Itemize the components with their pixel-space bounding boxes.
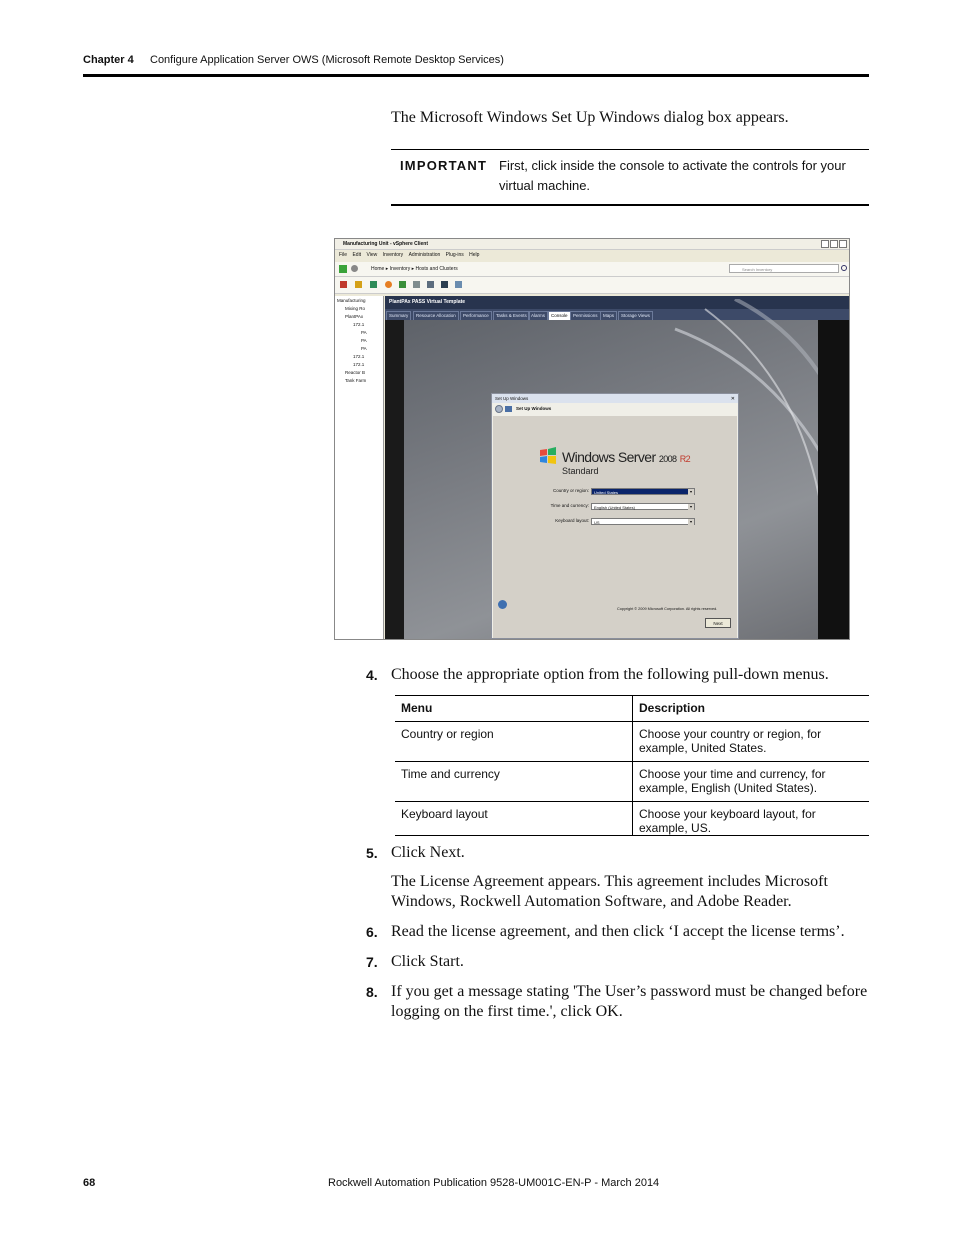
- country-label: Country or region:: [552, 488, 589, 493]
- setup-icon: [505, 406, 512, 412]
- step-number: 8.: [366, 984, 378, 1000]
- table-row: [395, 802, 869, 836]
- tree-item[interactable]: Manufacturing: [337, 298, 366, 303]
- tab-storage-views[interactable]: Storage Views: [618, 311, 653, 321]
- keyboard-select[interactable]: [591, 518, 695, 525]
- brand-r2: R2: [679, 454, 691, 464]
- window-titlebar: [335, 239, 849, 250]
- menu-view[interactable]: View: [366, 252, 378, 258]
- step-text: If you get a message stating 'The User’s password must be changed before logging on the first time.', click OK.: [391, 983, 868, 1020]
- chapter-title: Configure Application Server OWS (Microsoft Remote Desktop Services): [150, 54, 504, 66]
- step-number: 7.: [366, 954, 378, 970]
- step-text: Choose the appropriate option from the following pull-down menus.: [391, 666, 829, 683]
- table-header-row: [395, 696, 869, 722]
- chapter-label: Chapter 4: [83, 54, 134, 66]
- dialog-back-icon[interactable]: [495, 405, 503, 413]
- cell-menu: Time and currency: [395, 762, 633, 802]
- tree-item[interactable]: PA: [361, 346, 367, 351]
- chevron-down-icon[interactable]: ▾: [689, 519, 692, 524]
- dialog-body: [493, 416, 737, 638]
- page-number: 68: [83, 1177, 96, 1189]
- breadcrumb-hosts[interactable]: Hosts and Clusters: [415, 266, 458, 272]
- country-select[interactable]: [591, 488, 695, 495]
- menu-help[interactable]: Help: [469, 252, 480, 258]
- header-menu: Menu: [395, 696, 633, 722]
- search-input[interactable]: Search Inventory: [729, 264, 839, 273]
- publication-info: Rockwell Automation Publication 9528-UM001C-EN-P - March 2014: [328, 1177, 660, 1189]
- tree-item[interactable]: 172.1: [353, 362, 365, 367]
- step-number: 5.: [366, 845, 378, 861]
- console-icon[interactable]: [441, 281, 448, 288]
- breadcrumb-home[interactable]: Home: [371, 266, 385, 272]
- tree-item[interactable]: PA: [361, 338, 367, 343]
- time-currency-select[interactable]: [591, 503, 695, 510]
- brand-version: 2008: [658, 454, 677, 464]
- nav-bar: [335, 262, 849, 277]
- minimize-icon[interactable]: [821, 240, 829, 248]
- settings-icon[interactable]: [455, 281, 462, 288]
- chevron-down-icon[interactable]: ▾: [689, 504, 692, 509]
- dialog-nav: [492, 403, 738, 415]
- vm-title-bar: PlantPAx PASS Virtual Template: [385, 296, 849, 309]
- set-up-windows-dialog: [491, 393, 739, 639]
- step-text: Click Start.: [391, 953, 464, 970]
- menu-options-table: [395, 695, 869, 836]
- forward-arrow-icon[interactable]: [351, 265, 358, 272]
- reset-icon[interactable]: [385, 281, 392, 288]
- tab-alarms[interactable]: Alarms: [528, 311, 548, 321]
- tab-console[interactable]: Console: [548, 311, 571, 321]
- step-number: 4.: [366, 667, 378, 683]
- table-row: [395, 722, 869, 762]
- tab-maps[interactable]: Maps: [600, 311, 617, 321]
- console-right-edge: [818, 320, 849, 639]
- important-text: First, click inside the console to activate the controls for your virtual machine.: [499, 158, 846, 193]
- back-arrow-icon[interactable]: [339, 265, 347, 273]
- menu-plugins[interactable]: Plug-ins: [445, 252, 464, 258]
- toolbar: [335, 277, 849, 294]
- tab-performance[interactable]: Performance: [460, 311, 492, 321]
- copyright-text: Copyright © 2009 Microsoft Corporation. All rights reserved.: [617, 607, 718, 611]
- tree-item[interactable]: Tank Farm: [345, 378, 367, 383]
- intro-text: The Microsoft Windows Set Up Windows dialog box appears.: [391, 109, 789, 126]
- brand-main: Windows Server: [562, 449, 656, 465]
- window-title: Manufacturing Unit - vSphere Client: [343, 241, 429, 247]
- console-left-edge: [385, 320, 404, 639]
- tree-item[interactable]: 172.1: [353, 322, 365, 327]
- windows-flag-icon: [538, 446, 558, 466]
- country-value: United States: [594, 490, 619, 495]
- revert-icon[interactable]: [413, 281, 420, 288]
- header-rule: [83, 74, 869, 77]
- stop-icon[interactable]: [340, 281, 347, 288]
- tree-item[interactable]: PA: [361, 330, 367, 335]
- close-icon[interactable]: [839, 240, 847, 248]
- brand-edition: Standard: [562, 466, 599, 476]
- pause-icon[interactable]: [355, 281, 362, 288]
- brand-name: [562, 449, 690, 465]
- keyboard-label: Keyboard layout:: [555, 518, 589, 523]
- step-text: Click Next.: [391, 844, 465, 861]
- tab-permissions[interactable]: Permissions: [570, 311, 601, 321]
- tab-tasks-events[interactable]: Tasks & Events: [493, 311, 530, 321]
- cell-description: Choose your country or region, for example, United States.: [633, 722, 870, 762]
- tree-item[interactable]: Mixing Ro: [345, 306, 366, 311]
- breadcrumb-inventory[interactable]: Inventory: [389, 266, 411, 272]
- tab-summary[interactable]: Summary: [386, 311, 411, 321]
- keyboard-value: US: [594, 520, 600, 525]
- step-5-note: The License Agreement appears. This agreement includes Microsoft Windows, Rockwell Automation Software, and Adobe Reader.: [391, 873, 828, 910]
- cell-menu: Country or region: [395, 722, 633, 762]
- menu-file[interactable]: File: [339, 252, 348, 258]
- header-description: Description: [633, 696, 870, 722]
- dialog-titlebar: [492, 394, 738, 403]
- next-button[interactable]: Next: [705, 618, 731, 628]
- inventory-tree: [335, 296, 384, 639]
- menu-edit[interactable]: Edit: [352, 252, 362, 258]
- snapshot-icon[interactable]: [399, 281, 406, 288]
- step-number: 6.: [366, 924, 378, 940]
- cell-description: Choose your keyboard layout, for example, US.: [633, 802, 870, 836]
- manage-icon[interactable]: [427, 281, 434, 288]
- tree-item[interactable]: 172.1: [353, 354, 365, 359]
- maximize-icon[interactable]: [830, 240, 838, 248]
- play-icon[interactable]: [370, 281, 377, 288]
- dialog-nav-label: Set Up Windows: [516, 406, 552, 411]
- menu-inventory[interactable]: Inventory: [382, 252, 404, 258]
- menu-bar: [335, 250, 849, 261]
- tree-item[interactable]: Reactor B: [345, 370, 366, 375]
- breadcrumb: Home ▸ Inventory ▸ Hosts and Clusters: [371, 266, 458, 272]
- dialog-close-icon[interactable]: ✕: [730, 396, 735, 402]
- dialog-title: Set Up Windows: [495, 396, 529, 401]
- vsphere-screenshot: [334, 238, 850, 640]
- chevron-down-icon[interactable]: ▾: [689, 489, 692, 494]
- cell-description: Choose your time and currency, for example, English (United States).: [633, 762, 870, 802]
- important-note: [391, 149, 869, 206]
- time-value: English (United States): [594, 505, 635, 510]
- table-row: [395, 762, 869, 802]
- tree-item[interactable]: PlantPAx: [345, 314, 364, 319]
- ease-of-access-icon[interactable]: [498, 600, 507, 609]
- step-text: Read the license agreement, and then click ‘I accept the license terms’.: [391, 923, 845, 940]
- menu-administration[interactable]: Administration: [408, 252, 441, 258]
- cell-menu: Keyboard layout: [395, 802, 633, 836]
- time-label: Time and currency:: [550, 503, 589, 508]
- tab-resource-allocation[interactable]: Resource Allocation: [413, 311, 459, 321]
- search-icon[interactable]: [841, 265, 847, 271]
- important-label: IMPORTANT: [400, 158, 488, 173]
